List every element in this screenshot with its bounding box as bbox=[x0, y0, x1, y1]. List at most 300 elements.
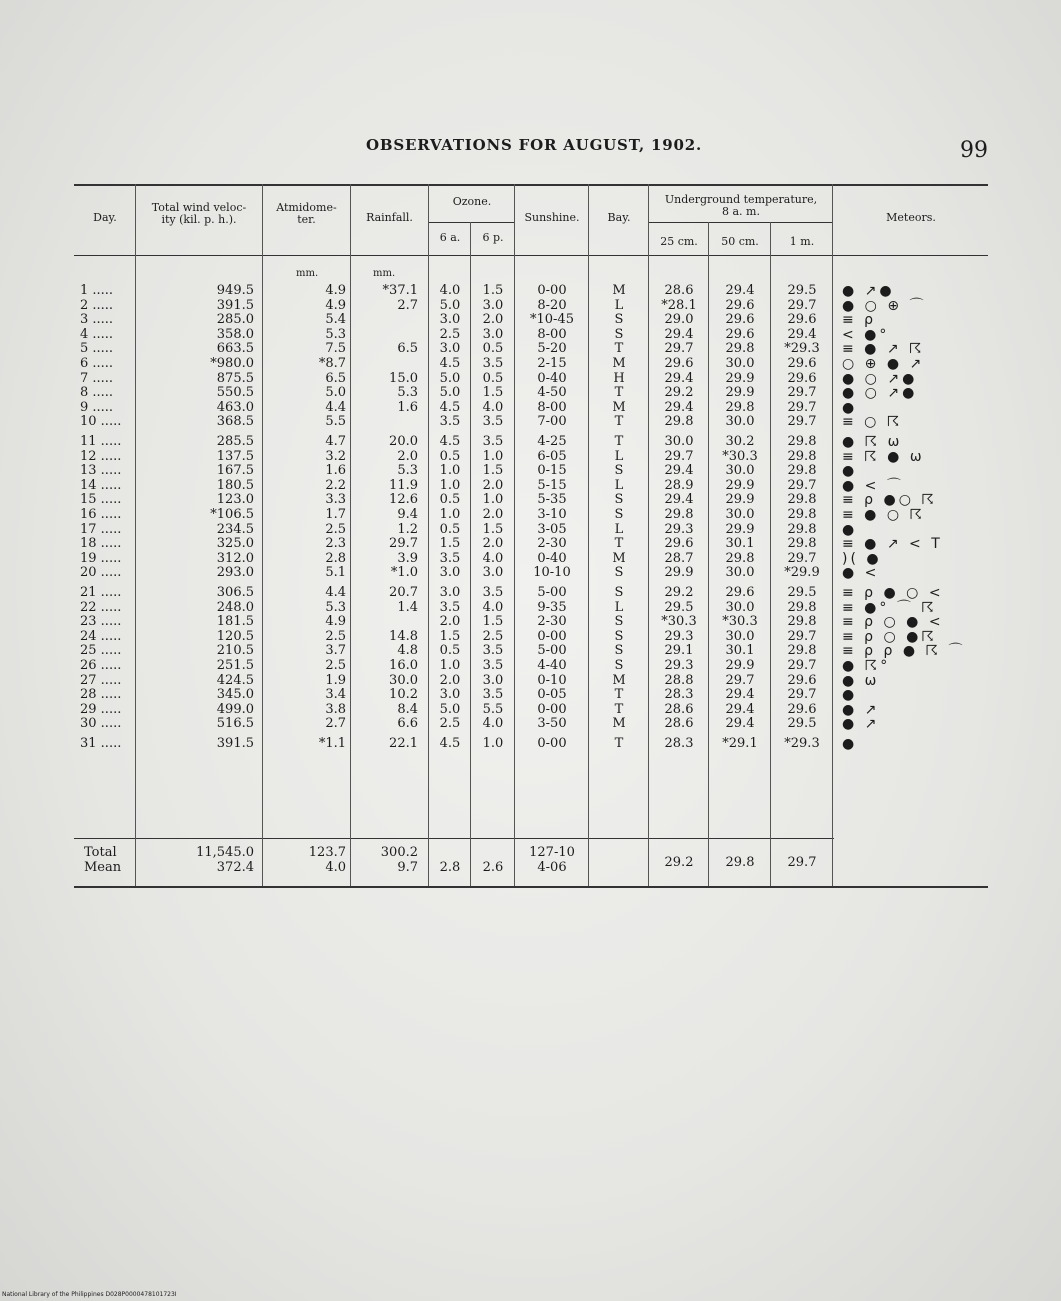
cell-rainfall: 8.4 bbox=[397, 701, 418, 717]
cell-50cm: 29.9 bbox=[725, 521, 755, 537]
cell-atmidometer: 2.3 bbox=[325, 536, 346, 552]
table-bottom-rule bbox=[74, 886, 988, 888]
header-day: Day. bbox=[93, 211, 117, 224]
meteor-symbols-icon: ● bbox=[842, 521, 858, 538]
cell-day: 10 ..... bbox=[80, 414, 122, 430]
cell-50cm: 30.1 bbox=[725, 643, 755, 659]
col-divider bbox=[648, 184, 649, 886]
col-divider bbox=[770, 222, 771, 886]
cell-25cm: 28.6 bbox=[664, 701, 694, 717]
cell-ozone-6a: 3.0 bbox=[439, 341, 461, 357]
cell-50cm: 29.9 bbox=[725, 477, 755, 493]
cell-sunshine: 0-15 bbox=[537, 463, 567, 479]
cell-50cm: 29.8 bbox=[725, 550, 755, 566]
cell-1m: 29.6 bbox=[787, 701, 817, 717]
cell-wind: *980.0 bbox=[210, 356, 254, 371]
cell-bay: S bbox=[614, 326, 624, 342]
cell-atmidometer: 2.5 bbox=[325, 628, 346, 644]
cell-1m: 29.7 bbox=[787, 399, 817, 415]
cell-25cm: 29.0 bbox=[664, 312, 694, 328]
cell-rainfall: 20.0 bbox=[389, 434, 418, 449]
cell-day: 6 ..... bbox=[80, 356, 114, 371]
cell-50cm: 30.0 bbox=[725, 356, 755, 371]
cell-rainfall: 15.0 bbox=[389, 370, 418, 386]
cell-wind: 285.5 bbox=[216, 434, 254, 449]
col-divider bbox=[708, 222, 709, 886]
cell-ozone-6p: 3.5 bbox=[482, 356, 504, 371]
cell-atmidometer: 3.8 bbox=[325, 701, 346, 717]
header-1m: 1 m. bbox=[789, 235, 815, 248]
cell-25cm: 29.7 bbox=[664, 341, 694, 357]
cell-rainfall: 1.6 bbox=[397, 399, 418, 415]
cell-day: 28 ..... bbox=[80, 687, 122, 703]
cell-day: 12 ..... bbox=[80, 448, 122, 464]
meteor-symbols-icon: ● ↗● bbox=[842, 283, 895, 299]
cell-ozone-6a: 4.5 bbox=[439, 736, 461, 751]
cell-1m: 29.7 bbox=[787, 385, 817, 401]
cell-bay: M bbox=[612, 399, 626, 415]
cell-wind: 391.5 bbox=[216, 736, 254, 751]
cell-1m: 29.7 bbox=[787, 477, 817, 493]
totals-top-rule bbox=[74, 838, 834, 839]
cell-50cm: 30.0 bbox=[725, 463, 755, 479]
cell-ozone-6a: 3.5 bbox=[439, 414, 461, 430]
total-atmidometer: 123.7 bbox=[308, 845, 346, 860]
cell-50cm: 30.0 bbox=[725, 565, 755, 581]
cell-rainfall: 12.6 bbox=[389, 492, 418, 508]
cell-bay: T bbox=[614, 736, 624, 751]
cell-50cm: 30.2 bbox=[725, 434, 755, 449]
cell-sunshine: 8-00 bbox=[537, 399, 567, 415]
cell-sunshine: 2-15 bbox=[537, 356, 567, 371]
cell-sunshine: 0-00 bbox=[537, 283, 567, 298]
cell-atmidometer: 3.3 bbox=[325, 492, 346, 508]
cell-day: 4 ..... bbox=[80, 326, 114, 342]
cell-sunshine: 4-25 bbox=[537, 434, 567, 449]
cell-sunshine: 6-05 bbox=[537, 448, 567, 464]
cell-bay: M bbox=[612, 716, 626, 732]
cell-wind: 312.0 bbox=[216, 550, 254, 566]
cell-bay: L bbox=[614, 521, 624, 537]
cell-sunshine: 3-10 bbox=[537, 507, 567, 522]
col-divider bbox=[428, 184, 429, 886]
header-bay: Bay. bbox=[607, 211, 631, 224]
cell-bay: S bbox=[614, 658, 624, 673]
cell-ozone-6p: 3.5 bbox=[482, 585, 504, 600]
cell-atmidometer: 7.5 bbox=[325, 341, 346, 357]
cell-bay: M bbox=[612, 356, 626, 371]
cell-bay: L bbox=[614, 448, 624, 464]
cell-ozone-6p: 2.0 bbox=[482, 312, 504, 328]
cell-rainfall: 14.8 bbox=[389, 628, 418, 644]
mean-atmidometer: 4.0 bbox=[325, 860, 346, 875]
cell-rainfall: 2.0 bbox=[397, 448, 418, 464]
mean-1m: 29.7 bbox=[787, 855, 817, 870]
cell-ozone-6p: 5.5 bbox=[482, 701, 504, 717]
cell-ozone-6p: 1.5 bbox=[482, 283, 504, 298]
cell-50cm: 30.1 bbox=[725, 536, 755, 552]
cell-50cm: *29.1 bbox=[722, 736, 758, 751]
page-title: OBSERVATIONS FOR AUGUST, 1902. bbox=[366, 136, 703, 154]
cell-day: 15 ..... bbox=[80, 492, 122, 508]
cell-50cm: 29.6 bbox=[725, 312, 755, 328]
cell-wind: *106.5 bbox=[210, 507, 254, 522]
cell-wind: 391.5 bbox=[216, 297, 254, 313]
cell-rainfall: 16.0 bbox=[389, 658, 418, 673]
total-rainfall: 300.2 bbox=[380, 845, 418, 860]
cell-day: 18 ..... bbox=[80, 536, 122, 552]
cell-rainfall: 4.8 bbox=[397, 643, 418, 659]
cell-ozone-6a: 3.5 bbox=[439, 599, 461, 615]
cell-1m: 29.8 bbox=[787, 492, 817, 508]
cell-rainfall: 2.7 bbox=[397, 297, 418, 313]
cell-1m: 29.7 bbox=[787, 658, 817, 673]
page-number: 99 bbox=[960, 138, 988, 163]
cell-atmidometer: 6.5 bbox=[325, 370, 346, 386]
cell-sunshine: 4-40 bbox=[537, 658, 567, 673]
meteor-symbols-icon: ● bbox=[842, 399, 858, 416]
cell-50cm: 29.8 bbox=[725, 399, 755, 415]
cell-1m: *29.9 bbox=[784, 565, 820, 581]
cell-atmidometer: 3.2 bbox=[325, 448, 346, 464]
cell-wind: 137.5 bbox=[216, 448, 254, 464]
header-meteors: Meteors. bbox=[886, 211, 936, 224]
meteor-symbols-icon: ≡ ●° ⌒ ☈ bbox=[842, 599, 937, 616]
col-divider bbox=[262, 184, 263, 886]
cell-day: 2 ..... bbox=[80, 297, 114, 313]
header-sunshine: Sunshine. bbox=[524, 211, 580, 224]
cell-sunshine: 0-00 bbox=[537, 736, 567, 751]
cell-bay: M bbox=[612, 672, 626, 688]
cell-50cm: 30.0 bbox=[725, 599, 755, 615]
meteor-symbols-icon: ≡ ● ↗ ☈ bbox=[842, 341, 925, 358]
cell-bay: T bbox=[614, 414, 624, 430]
meteor-symbols-icon: ≡ ρ ● ○ < bbox=[842, 585, 944, 601]
cell-25cm: 29.4 bbox=[664, 326, 694, 342]
cell-wind: 499.0 bbox=[216, 701, 254, 717]
cell-50cm: 29.4 bbox=[725, 701, 755, 717]
cell-atmidometer: 4.7 bbox=[325, 434, 346, 449]
header-rainfall: Rainfall. bbox=[366, 211, 413, 224]
cell-rainfall: 9.4 bbox=[397, 507, 418, 522]
cell-ozone-6a: 4.5 bbox=[439, 356, 461, 371]
cell-25cm: 29.5 bbox=[664, 599, 694, 615]
cell-1m: 29.6 bbox=[787, 672, 817, 688]
col-divider bbox=[350, 184, 351, 886]
cell-atmidometer: 2.2 bbox=[325, 477, 346, 493]
cell-1m: 29.6 bbox=[787, 312, 817, 328]
meteor-symbols-icon: ○ ⊕ ● ↗ bbox=[842, 356, 925, 372]
cell-atmidometer: 4.4 bbox=[325, 585, 346, 600]
mean-ozone-6p: 2.6 bbox=[482, 860, 504, 875]
cell-ozone-6a: 1.0 bbox=[439, 507, 461, 522]
cell-wind: 424.5 bbox=[216, 672, 254, 688]
underground-sub-rule bbox=[648, 222, 832, 223]
cell-rainfall: 29.7 bbox=[389, 536, 418, 552]
cell-wind: 251.5 bbox=[216, 658, 254, 673]
cell-1m: 29.5 bbox=[787, 585, 817, 600]
meteor-symbols-icon: ● ○ ↗● bbox=[842, 385, 918, 402]
cell-bay: S bbox=[614, 463, 624, 479]
col-divider bbox=[514, 184, 515, 886]
total-sunshine: 127-10 bbox=[529, 845, 575, 860]
cell-bay: S bbox=[614, 507, 624, 522]
cell-wind: 875.5 bbox=[216, 370, 254, 386]
cell-ozone-6a: 5.0 bbox=[439, 385, 461, 401]
meteor-symbols-icon: ≡ ρ bbox=[842, 312, 877, 329]
cell-sunshine: *10-45 bbox=[530, 312, 574, 328]
cell-1m: 29.8 bbox=[787, 536, 817, 552]
cell-atmidometer: 4.9 bbox=[325, 283, 346, 298]
cell-ozone-6a: 2.5 bbox=[439, 716, 461, 732]
cell-rainfall: 22.1 bbox=[389, 736, 418, 751]
cell-ozone-6a: 2.0 bbox=[439, 672, 461, 688]
cell-25cm: 29.4 bbox=[664, 463, 694, 479]
cell-sunshine: 3-50 bbox=[537, 716, 567, 732]
cell-wind: 345.0 bbox=[216, 687, 254, 703]
cell-day: 26 ..... bbox=[80, 658, 122, 673]
cell-rainfall: 5.3 bbox=[397, 385, 418, 401]
cell-ozone-6a: 4.5 bbox=[439, 399, 461, 415]
mean-label: Mean bbox=[84, 860, 122, 875]
cell-ozone-6p: 2.0 bbox=[482, 477, 504, 493]
cell-day: 14 ..... bbox=[80, 477, 122, 493]
cell-bay: S bbox=[614, 628, 624, 644]
cell-25cm: 29.2 bbox=[664, 385, 694, 401]
cell-wind: 306.5 bbox=[216, 585, 254, 600]
cell-sunshine: 0-00 bbox=[537, 628, 567, 644]
cell-bay: S bbox=[614, 565, 624, 581]
cell-50cm: 30.0 bbox=[725, 507, 755, 522]
cell-ozone-6p: 3.0 bbox=[482, 297, 504, 313]
cell-ozone-6p: 2.0 bbox=[482, 536, 504, 552]
cell-bay: T bbox=[614, 536, 624, 552]
cell-1m: 29.7 bbox=[787, 550, 817, 566]
cell-ozone-6p: 1.5 bbox=[482, 385, 504, 401]
cell-atmidometer: 5.3 bbox=[325, 326, 346, 342]
cell-day: 1 ..... bbox=[80, 283, 114, 298]
meteor-symbols-icon: ● bbox=[842, 463, 858, 480]
cell-1m: 29.8 bbox=[787, 614, 817, 630]
cell-1m: 29.4 bbox=[787, 326, 817, 342]
cell-wind: 285.0 bbox=[216, 312, 254, 328]
cell-25cm: 28.8 bbox=[664, 672, 694, 688]
unit-rainfall: mm. bbox=[373, 268, 396, 279]
meteor-symbols-icon: )( ● bbox=[842, 550, 882, 567]
cell-50cm: 29.4 bbox=[725, 716, 755, 732]
meteor-symbols-icon: ≡ ρ ●○ ☈ bbox=[842, 492, 937, 509]
scan-footer: National Library of the Philippines D028P0000478101723I bbox=[2, 1291, 177, 1298]
cell-wind: 325.0 bbox=[216, 536, 254, 552]
cell-wind: 180.5 bbox=[216, 477, 254, 493]
cell-ozone-6p: 4.0 bbox=[482, 399, 504, 415]
cell-rainfall: *37.1 bbox=[382, 283, 418, 298]
cell-day: 25 ..... bbox=[80, 643, 122, 659]
cell-atmidometer: *8.7 bbox=[318, 356, 346, 371]
header-ozone: Ozone. bbox=[452, 195, 492, 208]
cell-rainfall: 30.0 bbox=[389, 672, 418, 688]
cell-wind: 120.5 bbox=[216, 628, 254, 644]
meteor-symbols-icon: ● < ⌒ bbox=[842, 477, 904, 494]
cell-wind: 293.0 bbox=[216, 565, 254, 581]
total-label: Total bbox=[84, 845, 117, 860]
mean-ozone-6a: 2.8 bbox=[439, 860, 461, 875]
cell-50cm: 29.9 bbox=[725, 385, 755, 401]
cell-sunshine: 4-50 bbox=[537, 385, 567, 401]
cell-50cm: 29.4 bbox=[725, 687, 755, 703]
cell-day: 9 ..... bbox=[80, 399, 114, 415]
cell-50cm: 29.6 bbox=[725, 585, 755, 600]
cell-25cm: 29.6 bbox=[664, 356, 694, 371]
cell-ozone-6p: 4.0 bbox=[482, 599, 504, 615]
col-divider bbox=[832, 184, 833, 886]
cell-50cm: 30.0 bbox=[725, 628, 755, 644]
cell-day: 21 ..... bbox=[80, 585, 122, 600]
cell-ozone-6a: 1.0 bbox=[439, 477, 461, 493]
cell-bay: S bbox=[614, 614, 624, 630]
meteor-symbols-icon: ≡ ● ○ ☈ bbox=[842, 507, 926, 523]
cell-25cm: 29.3 bbox=[664, 628, 694, 644]
cell-1m: 29.7 bbox=[787, 687, 817, 703]
cell-25cm: 29.9 bbox=[664, 565, 694, 581]
cell-wind: 181.5 bbox=[216, 614, 254, 630]
cell-1m: 29.8 bbox=[787, 507, 817, 522]
cell-sunshine: 10-10 bbox=[533, 565, 571, 581]
cell-ozone-6p: 3.5 bbox=[482, 434, 504, 449]
cell-50cm: 29.6 bbox=[725, 297, 755, 313]
cell-atmidometer: 1.6 bbox=[325, 463, 346, 479]
cell-ozone-6a: 3.0 bbox=[439, 565, 461, 581]
cell-wind: 167.5 bbox=[216, 463, 254, 479]
cell-1m: 29.5 bbox=[787, 716, 817, 732]
header-50cm: 50 cm. bbox=[721, 235, 759, 248]
cell-rainfall: *1.0 bbox=[390, 565, 418, 581]
cell-sunshine: 0-40 bbox=[537, 370, 567, 386]
cell-bay: M bbox=[612, 550, 626, 566]
cell-day: 3 ..... bbox=[80, 312, 114, 328]
cell-sunshine: 5-20 bbox=[537, 341, 567, 357]
cell-day: 29 ..... bbox=[80, 701, 122, 717]
cell-rainfall: 11.9 bbox=[389, 477, 418, 493]
cell-atmidometer: 5.3 bbox=[325, 599, 346, 615]
cell-50cm: 29.8 bbox=[725, 341, 755, 357]
cell-50cm: 29.7 bbox=[725, 672, 755, 688]
cell-wind: 358.0 bbox=[216, 326, 254, 342]
cell-atmidometer: 5.1 bbox=[325, 565, 346, 581]
meteor-symbols-icon: ≡ ρ ○ ● < bbox=[842, 614, 944, 631]
cell-rainfall: 20.7 bbox=[389, 585, 418, 600]
header-underground: Underground temperature, 8 a. m. bbox=[664, 193, 818, 218]
cell-ozone-6p: 4.0 bbox=[482, 550, 504, 566]
cell-atmidometer: 1.9 bbox=[325, 672, 346, 688]
cell-50cm: 29.6 bbox=[725, 326, 755, 342]
cell-ozone-6p: 3.5 bbox=[482, 414, 504, 430]
mean-wind: 372.4 bbox=[216, 860, 254, 875]
cell-50cm: 29.9 bbox=[725, 492, 755, 508]
cell-1m: 29.7 bbox=[787, 414, 817, 430]
cell-bay: S bbox=[614, 312, 624, 328]
cell-wind: 234.5 bbox=[216, 521, 254, 537]
cell-25cm: 28.7 bbox=[664, 550, 694, 566]
col-divider bbox=[470, 222, 471, 886]
cell-1m: *29.3 bbox=[784, 736, 820, 751]
table-top-rule bbox=[74, 184, 988, 186]
cell-bay: H bbox=[613, 370, 625, 386]
cell-wind: 463.0 bbox=[216, 399, 254, 415]
meteor-symbols-icon: ≡ ☈ ● ω bbox=[842, 448, 925, 465]
cell-1m: 29.6 bbox=[787, 356, 817, 371]
cell-ozone-6p: 4.0 bbox=[482, 716, 504, 732]
meteor-symbols-icon: < ●° bbox=[842, 326, 890, 343]
cell-ozone-6a: 4.0 bbox=[439, 283, 461, 298]
cell-bay: T bbox=[614, 341, 624, 357]
cell-atmidometer: 5.5 bbox=[325, 414, 346, 430]
col-divider bbox=[135, 184, 136, 886]
cell-bay: M bbox=[612, 283, 626, 298]
cell-1m: 29.8 bbox=[787, 521, 817, 537]
cell-bay: T bbox=[614, 701, 624, 717]
cell-1m: 29.5 bbox=[787, 283, 817, 298]
cell-sunshine: 8-20 bbox=[537, 297, 567, 313]
cell-ozone-6p: 3.0 bbox=[482, 565, 504, 581]
cell-25cm: 28.3 bbox=[664, 736, 694, 751]
col-divider bbox=[588, 184, 589, 886]
cell-atmidometer: 5.4 bbox=[325, 312, 346, 328]
cell-1m: 29.7 bbox=[787, 297, 817, 313]
cell-50cm: 29.9 bbox=[725, 370, 755, 386]
cell-atmidometer: 2.5 bbox=[325, 521, 346, 537]
cell-ozone-6p: 1.5 bbox=[482, 614, 504, 630]
cell-atmidometer: *1.1 bbox=[318, 736, 346, 751]
cell-rainfall: 6.6 bbox=[397, 716, 418, 732]
cell-day: 24 ..... bbox=[80, 628, 122, 644]
cell-ozone-6a: 5.0 bbox=[439, 297, 461, 313]
cell-ozone-6p: 2.5 bbox=[482, 628, 504, 644]
cell-day: 20 ..... bbox=[80, 565, 122, 581]
cell-atmidometer: 4.4 bbox=[325, 399, 346, 415]
header-ozone-6a: 6 a. bbox=[439, 231, 461, 244]
cell-sunshine: 8-00 bbox=[537, 326, 567, 342]
cell-ozone-6a: 0.5 bbox=[439, 492, 461, 508]
cell-day: 22 ..... bbox=[80, 599, 122, 615]
cell-50cm: 29.9 bbox=[725, 658, 755, 673]
cell-ozone-6a: 0.5 bbox=[439, 643, 461, 659]
cell-ozone-6p: 0.5 bbox=[482, 341, 504, 357]
cell-1m: 29.7 bbox=[787, 628, 817, 644]
cell-atmidometer: 2.8 bbox=[325, 550, 346, 566]
cell-atmidometer: 4.9 bbox=[325, 614, 346, 630]
cell-ozone-6a: 1.5 bbox=[439, 628, 461, 644]
cell-50cm: 30.0 bbox=[725, 414, 755, 430]
cell-wind: 949.5 bbox=[216, 283, 254, 298]
cell-ozone-6p: 1.5 bbox=[482, 521, 504, 537]
header-wind: Total wind veloc- ity (kil. p. h.). bbox=[151, 201, 247, 226]
meteor-symbols-icon: ● ↗ bbox=[842, 701, 880, 718]
cell-rainfall: 1.4 bbox=[397, 599, 418, 615]
cell-50cm: *30.3 bbox=[722, 614, 758, 630]
cell-25cm: 29.7 bbox=[664, 448, 694, 464]
cell-ozone-6a: 3.0 bbox=[439, 312, 461, 328]
cell-ozone-6a: 2.0 bbox=[439, 614, 461, 630]
cell-25cm: 29.8 bbox=[664, 507, 694, 522]
cell-sunshine: 0-40 bbox=[537, 550, 567, 566]
cell-sunshine: 7-00 bbox=[537, 414, 567, 430]
cell-bay: L bbox=[614, 297, 624, 313]
header-bottom-rule bbox=[74, 255, 988, 256]
cell-50cm: *30.3 bbox=[722, 448, 758, 464]
cell-day: 5 ..... bbox=[80, 341, 114, 357]
cell-25cm: *28.1 bbox=[661, 297, 697, 313]
